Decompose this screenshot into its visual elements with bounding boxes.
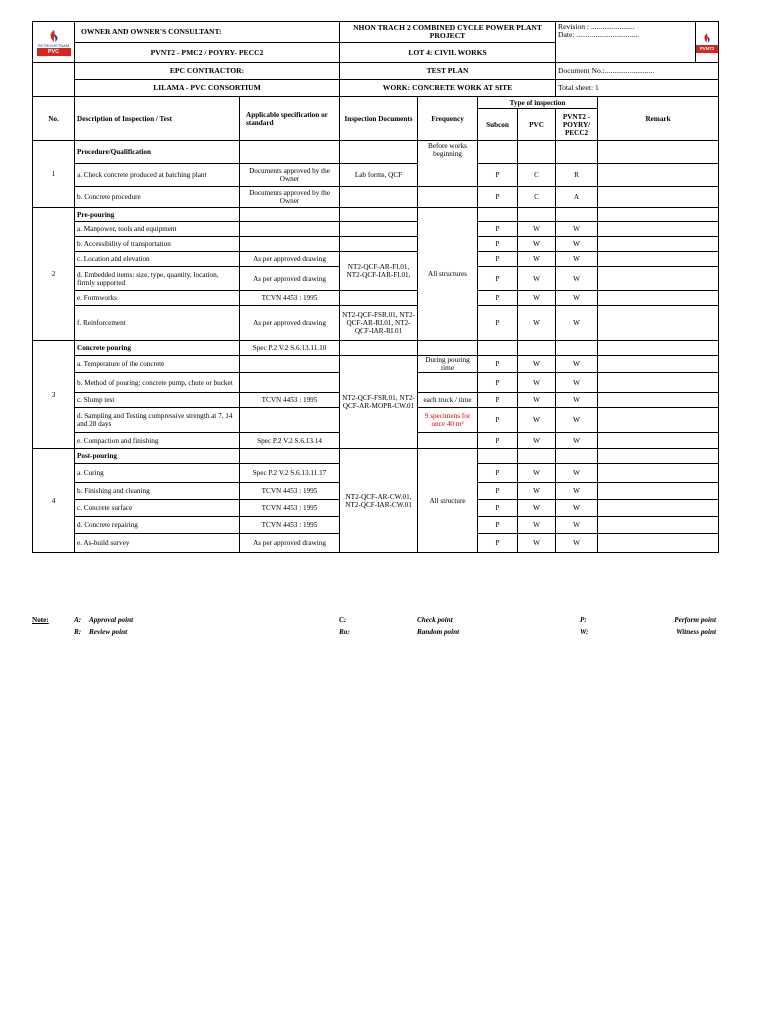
epc-name: LILAMA - PVC CONSORTIUM <box>75 80 340 97</box>
legend-perform: Perform point <box>674 616 716 624</box>
col-frequency: Frequency <box>418 97 478 141</box>
legend-witness: Witness point <box>676 628 716 636</box>
work-title: WORK: CONCRETE WORK AT SITE <box>340 80 556 97</box>
col-subcon: Subcon <box>478 109 518 141</box>
section-title: Procedure/Qualification <box>75 141 240 164</box>
table-row <box>33 141 719 164</box>
legend-check: Check point <box>417 616 453 624</box>
flame-icon <box>41 29 67 43</box>
table-row: d. Embedded items: size, type, quantity, location, firmly supported As per approved drawing P W W <box>33 267 719 291</box>
plan-title: TEST PLAN <box>340 63 556 80</box>
legend-code-c: C: <box>339 616 347 624</box>
table-row: d. Sampling and Testing compressive strength at 7, 14 and 28 days 9 specimens for once 40 m³ P W W <box>33 408 719 433</box>
note-label: Note: <box>32 616 49 624</box>
col-description: Description of Inspection / Test <box>75 97 240 141</box>
table-row: a. Check concrete produced at batching plant Documents approved by the Owner Lab forms, QCF P C R <box>33 164 719 187</box>
legend-code-r: R: <box>74 628 82 636</box>
table-row: a. Curing Spec P.2 V.2 S.6.13.11.17 P W W <box>33 464 719 483</box>
test-plan-sheet <box>32 21 718 553</box>
col-pvc: PVC <box>518 109 556 141</box>
inspection-docs: NT2-QCF-FSR.01, NT2-QCF-AR-RI.01, NT2-QCF-IAR-RI.01 <box>340 306 418 341</box>
frequency-cell: Before works beginning <box>418 141 478 187</box>
table-row <box>33 449 719 464</box>
table-row: b. Accessibility of transportation P W W <box>33 237 719 252</box>
right-logo <box>696 22 719 63</box>
col-spec: Applicable specification or standard <box>240 97 340 141</box>
col-no: No. <box>33 97 75 141</box>
right-logo-band: PVNT2 <box>696 45 718 53</box>
section-number: 2 <box>33 208 75 341</box>
table-row: 3 Concrete pouring Spec P.2 V.2 S.6.13.11.10 <box>33 341 719 356</box>
table-row: e. Compaction and finishing Spec P.2 V.2 S.6.13.14 P W W <box>33 433 719 449</box>
legend-code-p: P: <box>580 616 587 624</box>
table-row: d. Concrete repairing TCVN 4453 : 1995 P W W <box>33 517 719 534</box>
specimens-note: 9 specimens for once 40 m³ <box>418 408 478 433</box>
table-row: b. Finishing and cleaning TCVN 4453 : 1995 P W W <box>33 483 719 500</box>
inspection-docs: NT2-QCF-AR-FI.01, NT2-QCF-IAR-FI.01, <box>340 252 418 291</box>
col-remark: Remark <box>598 97 719 141</box>
section-title: Post-pouring <box>75 449 240 464</box>
frequency-cell: All structure <box>418 449 478 553</box>
section-number: 1 <box>33 141 75 208</box>
table-row: b. Method of pouring: concrete pump, chute or bucket P W W <box>33 373 719 393</box>
revision-date-cell <box>556 22 696 63</box>
legend-review: Review point <box>89 628 128 636</box>
left-logo-text: PETROVIETNAM <box>37 42 70 48</box>
document-no: Document No.:.......................... <box>556 63 719 80</box>
table-row: a. Manpower, tools and equipment P W W <box>33 222 719 237</box>
table-row: e. As-build survey As per approved drawing P W W <box>33 534 719 553</box>
left-logo <box>33 22 75 63</box>
legend-random: Random point <box>417 628 460 636</box>
section-number: 4 <box>33 449 75 553</box>
flame-icon-right <box>697 31 717 45</box>
table-row: c. Slump test TCVN 4453 : 1995 each truck / time P W W <box>33 393 719 408</box>
total-sheet: Total sheet: 1 <box>556 80 719 97</box>
legend-approval: Approval point <box>89 616 134 624</box>
date-field: Date: ................................. <box>558 30 640 39</box>
test-plan-table <box>32 21 719 553</box>
col-type-group: Type of inspection <box>478 97 598 109</box>
blank-header-cell <box>33 63 75 97</box>
legend-code-a: A: <box>74 616 82 624</box>
table-row: a. Temperature of the concrete NT2-QCF-FSR.01, NT2-QCF-AR-MOPR-CW.01 During pouring time P W W <box>33 356 719 373</box>
left-logo-band: PVC <box>37 48 71 56</box>
revision-field: Revision : ....................... <box>558 22 635 31</box>
col-docs: Inspection Documents <box>340 97 418 141</box>
section-title: Concrete pouring <box>75 341 240 356</box>
table-row: b. Concrete procedure Documents approved by the Owner P C A <box>33 187 719 208</box>
lot-title: LOT 4: CIVIL WORKS <box>340 43 556 63</box>
legend-code-w: W: <box>580 628 589 636</box>
legend-code-ro: Ro: <box>339 628 350 636</box>
owner-line: OWNER AND OWNER'S CONSULTANT: <box>75 22 340 43</box>
section-number: 3 <box>33 341 75 449</box>
table-row: c. Concrete surface TCVN 4453 : 1995 P W W <box>33 500 719 517</box>
table-row: f. Reinforcement As per approved drawing NT2-QCF-FSR.01, NT2-QCF-AR-RI.01, NT2-QCF-IAR-RI.01 P W W <box>33 306 719 341</box>
frequency-cell: All structures <box>418 208 478 341</box>
epc-line: EPC CONTRACTOR: <box>75 63 340 80</box>
inspection-docs: NT2-QCF-AR-CW.01, NT2-QCF-IAR-CW.01 <box>340 449 418 553</box>
legend <box>32 616 718 642</box>
table-row <box>33 208 719 222</box>
section-title: Pre-pouring <box>75 208 240 222</box>
owner-names: PVNT2 - PMC2 / POYRY- PECC2 <box>75 43 340 63</box>
table-row: e. Formworks TCVN 4453 : 1995 P W W <box>33 291 719 306</box>
table-row: c. Location and elevation As per approved drawing NT2-QCF-AR-FI.01, NT2-QCF-IAR-FI.01, P W W <box>33 252 719 267</box>
inspection-docs: NT2-QCF-FSR.01, NT2-QCF-AR-MOPR-CW.01 <box>340 356 418 449</box>
project-title: NHON TRACH 2 COMBINED CYCLE POWER PLANT PROJECT <box>340 22 556 43</box>
col-pvnt2: PVNT2 - POYRY/ PECC2 <box>556 109 598 141</box>
